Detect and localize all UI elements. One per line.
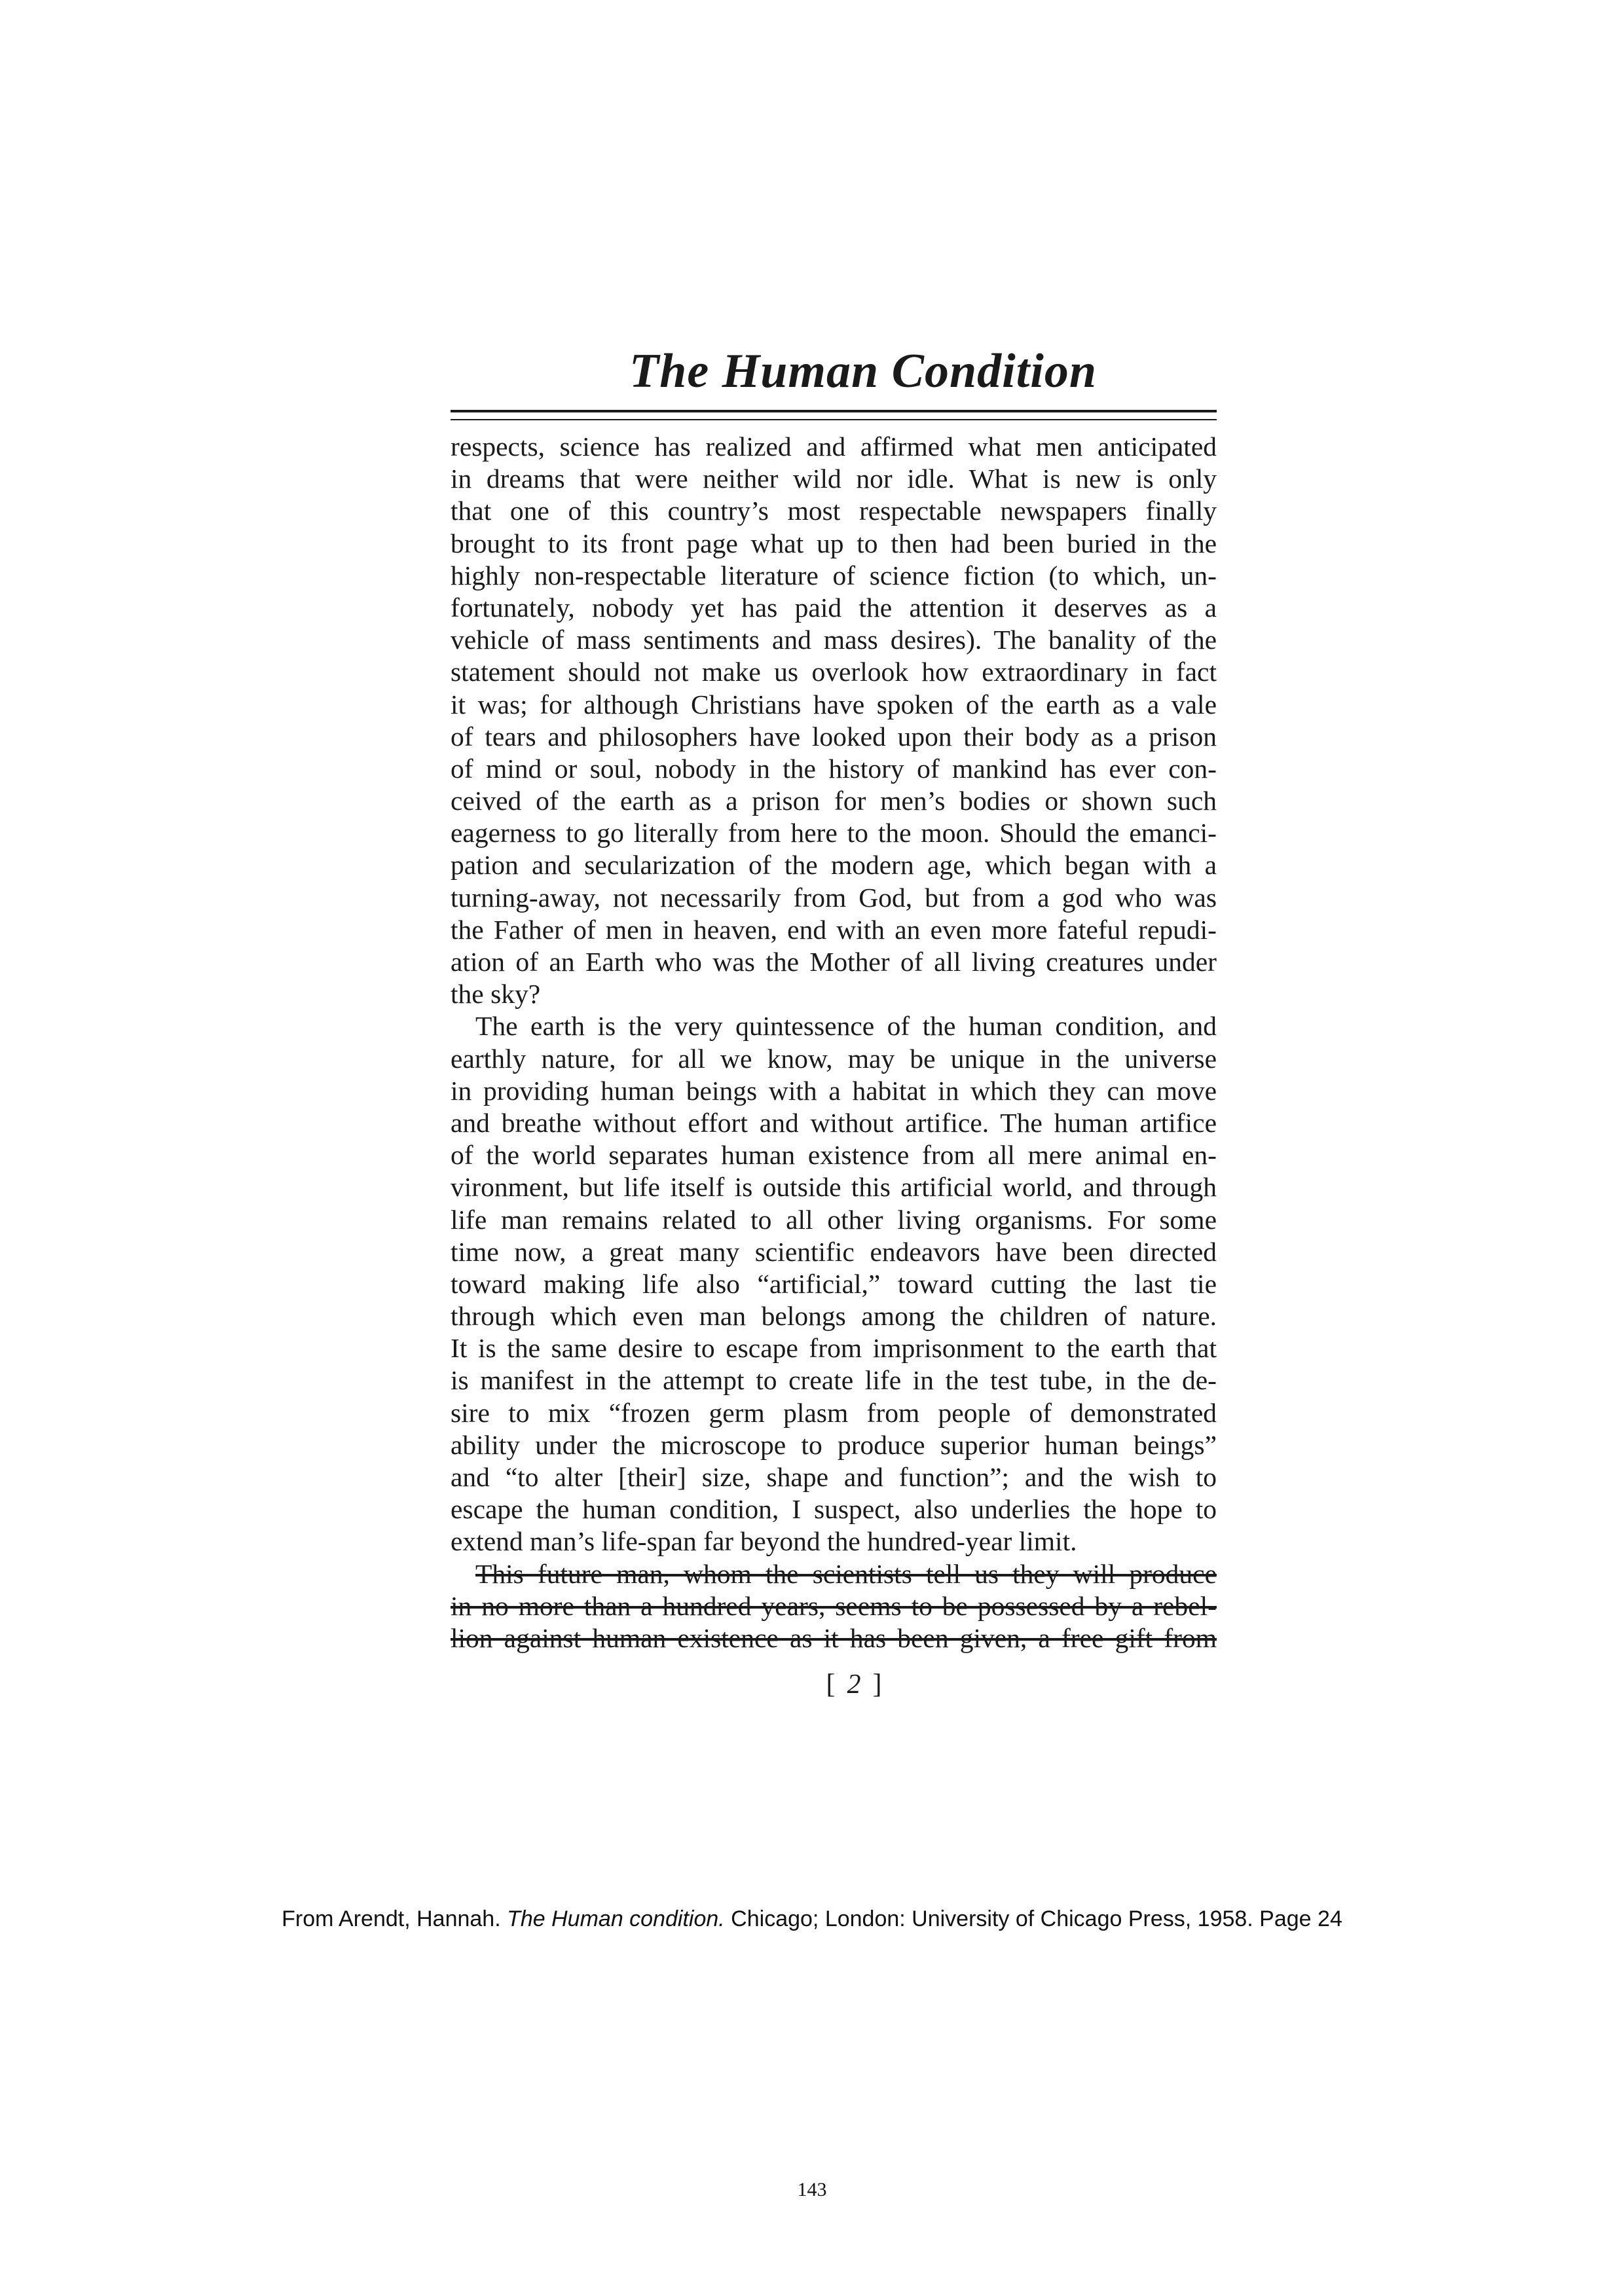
text-line: statement should not make us overlook how extraordinary in fact xyxy=(451,657,1217,687)
text-line: sire to mix “frozen germ plasm from people of demonstrated xyxy=(451,1397,1217,1428)
text-line: life man remains related to all other living organisms. For some xyxy=(451,1204,1217,1235)
body-text xyxy=(451,431,1217,1654)
struck-text-line: This future man, whom the scientists tell us they will produce xyxy=(475,1558,1217,1589)
text-line: ability under the microscope to produce superior human beings” xyxy=(451,1429,1217,1460)
text-line: turning-away, not necessarily from God, but from a god who was xyxy=(451,882,1217,913)
text-line: the Father of men in heaven, end with an even more fateful repudi- xyxy=(451,914,1217,945)
text-line: of mind or soul, nobody in the history of mankind has ever con- xyxy=(451,753,1217,784)
text-line: earthly nature, for all we know, may be unique in the universe xyxy=(451,1043,1217,1074)
text-line: ceived of the earth as a prison for men’s bodies or shown such xyxy=(451,786,1217,816)
text-line: the sky? xyxy=(451,979,541,1010)
struck-text-line: lion against human existence as it has been given, a free gift from xyxy=(451,1622,1217,1653)
text-line: it was; for although Christians have spoken of the earth as a vale xyxy=(451,689,1217,720)
text-line: and breathe without effort and without artifice. The human artifice xyxy=(451,1107,1217,1138)
text-line: ation of an Earth who was the Mother of all living creatures under xyxy=(451,947,1217,977)
text-line: toward making life also “artificial,” toward cutting the last tie xyxy=(451,1268,1217,1299)
text-line: eagerness to go literally from here to the moon. Should the emanci- xyxy=(451,818,1217,848)
folio-close-bracket: ] xyxy=(872,1669,894,1700)
citation-prefix: From Arendt, Hannah. xyxy=(282,1906,507,1931)
book-folio xyxy=(451,1669,1217,1700)
text-line: respects, science has realized and affirmed what men anticipated xyxy=(451,431,1217,462)
source-citation xyxy=(0,1906,1624,1932)
text-line: pation and secularization of the modern age, which began with a xyxy=(451,850,1217,881)
text-line: The earth is the very quintessence of the human condition, and xyxy=(475,1011,1217,1042)
page-number: 143 xyxy=(797,2179,827,2200)
text-line: in dreams that were neither wild nor idle. What is new is only xyxy=(451,464,1217,494)
text-line: brought to its front page what up to then had been buried in the xyxy=(451,528,1217,558)
book-page-scan xyxy=(451,344,1217,1700)
running-head: The Human Condition xyxy=(629,344,1097,398)
text-line: of the world separates human existence from all mere animal en- xyxy=(451,1140,1217,1171)
folio-open-bracket: [ xyxy=(826,1669,847,1700)
text-line: in providing human beings with a habitat in which they can move xyxy=(451,1075,1217,1106)
text-line: is manifest in the attempt to create life in the test tube, in the de- xyxy=(451,1365,1217,1396)
struck-text-line: in no more than a hundred years, seems to be possessed by a rebel- xyxy=(451,1590,1217,1621)
text-line: of tears and philosophers have looked upon their body as a prison xyxy=(451,721,1217,752)
text-line: that one of this country’s most respectable newspapers finally xyxy=(451,496,1217,526)
text-line: time now, a great many scientific endeavors have been directed xyxy=(451,1236,1217,1267)
text-line: through which even man belongs among the children of nature. xyxy=(451,1301,1217,1332)
text-line: vehicle of mass sentiments and mass desires). The banality of the xyxy=(451,625,1217,655)
text-line: fortunately, nobody yet has paid the attention it deserves as a xyxy=(451,592,1217,623)
text-line: It is the same desire to escape from imprisonment to the earth that xyxy=(451,1333,1217,1364)
header-double-rule xyxy=(451,410,1217,420)
citation-suffix: Chicago; London: University of Chicago Press, 1958. Page 24 xyxy=(724,1906,1342,1931)
text-line: vironment, but life itself is outside this artificial world, and through xyxy=(451,1172,1217,1203)
citation-title: The Human condition. xyxy=(507,1906,725,1931)
folio-number: 2 xyxy=(847,1669,873,1700)
text-line: escape the human condition, I suspect, also underlies the hope to xyxy=(451,1494,1217,1525)
text-line: extend man’s life-span far beyond the hundred-year limit. xyxy=(451,1526,1077,1557)
text-line: and “to alter [their] size, shape and function”; and the wish to xyxy=(451,1462,1217,1492)
text-line: highly non-respectable literature of science fiction (to which, un- xyxy=(451,560,1217,591)
